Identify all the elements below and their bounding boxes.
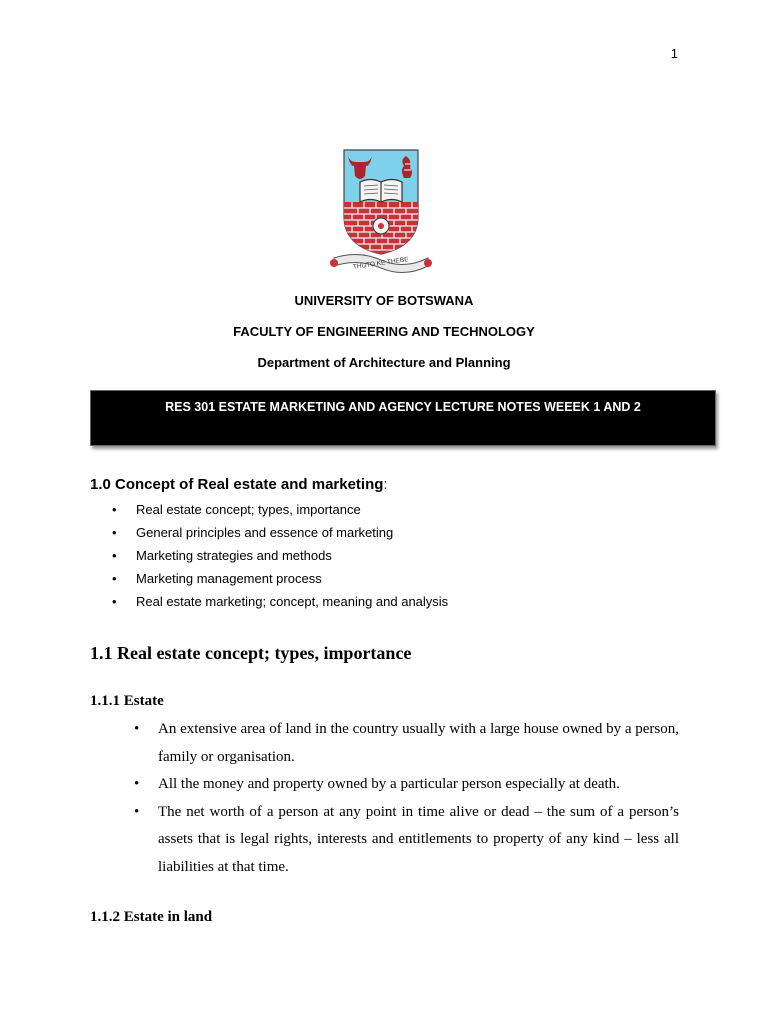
faculty-name: FACULTY OF ENGINEERING AND TECHNOLOGY <box>233 324 535 339</box>
section-1-0-colon: : <box>383 476 388 493</box>
section-1-1-1-heading: 1.1.1 Estate <box>90 693 164 709</box>
list-item: • General principles and essence of marketing <box>112 523 448 546</box>
section-1-0-list <box>112 500 448 615</box>
list-item: • The net worth of a person at any point in time alive or dead – the sum of a person’s assets that is legal rights, interests and entitlements to property of any kind – less all liabilities at that time. <box>134 799 679 882</box>
section-1-0-heading <box>90 476 388 493</box>
page-number: 1 <box>670 46 678 61</box>
banner-title: RES 301 ESTATE MARKETING AND AGENCY LECTURE NOTES WEEEK 1 AND 2 <box>165 400 641 414</box>
department-name: Department of Architecture and Planning <box>257 355 511 370</box>
cog-icon <box>373 218 389 234</box>
list-item: • All the money and property owned by a particular person especially at death. <box>134 771 679 799</box>
section-1-0-heading-text: 1.0 Concept of Real estate and marketing <box>90 476 384 493</box>
list-item: • Real estate concept; types, importance <box>112 500 448 523</box>
open-book-icon <box>360 180 402 203</box>
list-item: • Marketing management process <box>112 569 448 592</box>
section-1-1-2-heading: 1.1.2 Estate in land <box>90 909 213 925</box>
list-item: • Marketing strategies and methods <box>112 546 448 569</box>
section-1-1-heading: 1.1 Real estate concept; types, importance <box>90 643 412 663</box>
crest-motto: THUTO KE THEBE <box>352 256 410 271</box>
list-item: • An extensive area of land in the country usually with a large house owned by a person, family or organisation. <box>134 716 679 771</box>
list-item: • Real estate marketing; concept, meaning and analysis <box>112 592 448 615</box>
university-crest <box>328 146 434 276</box>
university-name: UNIVERSITY OF BOTSWANA <box>294 293 474 308</box>
section-1-1-1-list <box>134 716 679 881</box>
title-banner <box>90 390 716 446</box>
